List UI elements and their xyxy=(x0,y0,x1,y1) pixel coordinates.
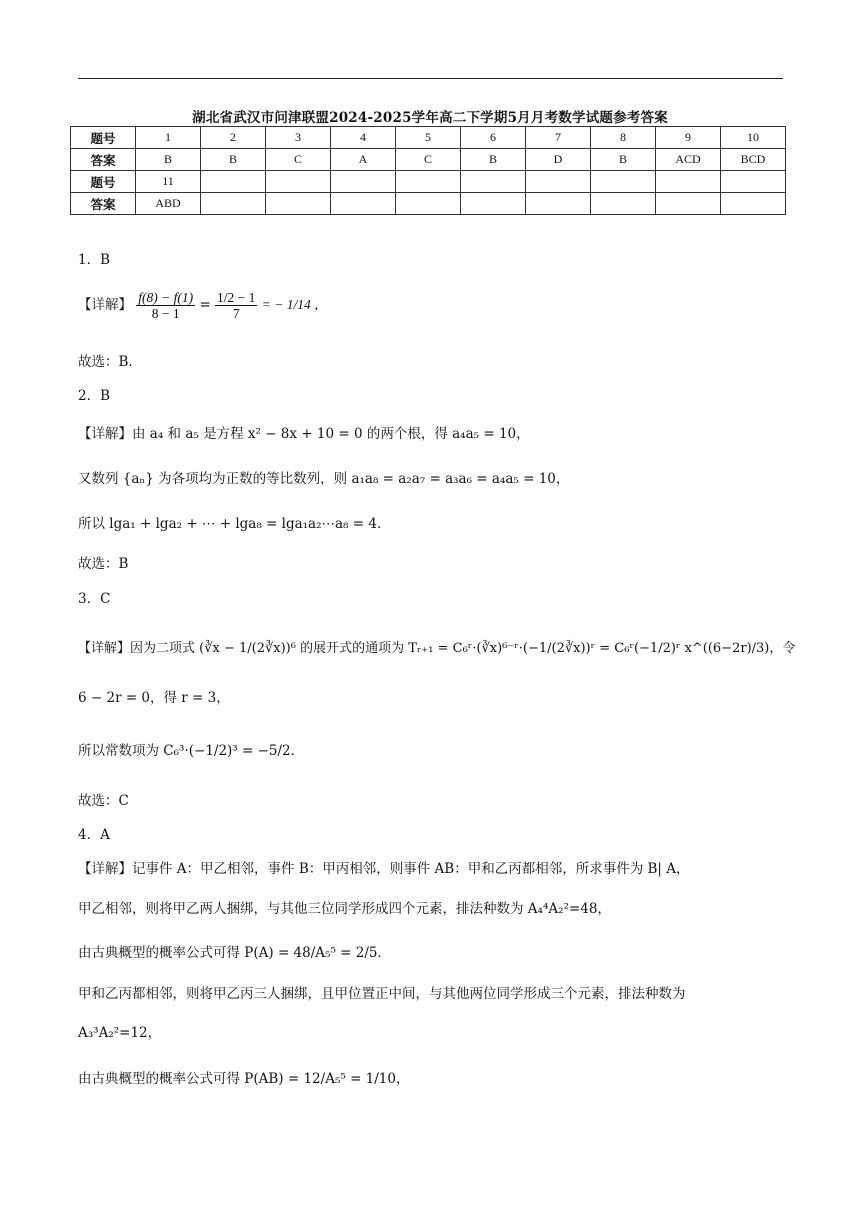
table-cell xyxy=(331,193,396,215)
q3-line-2: 6 − 2r = 0，得 r = 3， xyxy=(78,690,230,706)
q1-detail xyxy=(78,290,328,321)
table-cell xyxy=(201,171,266,193)
q4-line-6: 由古典概型的概率公式可得 P(AB) = 12/A₅⁵ = 1/10， xyxy=(78,1071,410,1087)
header-rule xyxy=(78,78,783,79)
table-cell: ABD xyxy=(136,193,201,215)
table-cell xyxy=(266,193,331,215)
row-label: 答案 xyxy=(71,193,136,215)
table-row xyxy=(71,193,786,215)
table-cell: C xyxy=(396,149,461,171)
table-cell: C xyxy=(266,149,331,171)
row-label: 答案 xyxy=(71,149,136,171)
table-cell xyxy=(201,193,266,215)
table-cell: 4 xyxy=(331,127,396,149)
q1-fraction-mid xyxy=(215,290,257,321)
table-cell xyxy=(591,171,656,193)
q4-head: 4．A xyxy=(78,827,110,843)
table-cell xyxy=(656,171,721,193)
q2-choose: 故选：B xyxy=(78,556,129,572)
table-cell: 1 xyxy=(136,127,201,149)
q1-detail-label: 【详解】 xyxy=(78,297,132,313)
q3-line-1: 【详解】因为二项式 (∛x − 1/(2∛x))⁶ 的展开式的通项为 Tᵣ₊₁ = C₆ʳ·(∛x)⁶⁻ʳ·(−1/(2∛x))ʳ = C₆ʳ(−1/2)ʳ x^((6−2r)/3)，令 xyxy=(78,641,796,656)
table-row xyxy=(71,149,786,171)
table-cell: B xyxy=(461,149,526,171)
table-cell: 11 xyxy=(136,171,201,193)
row-label: 题号 xyxy=(71,127,136,149)
page-title: 湖北省武汉市问津联盟2024-2025学年高二下学期5月月考数学试题参考答案 xyxy=(192,110,668,126)
q4-line-2: 甲乙相邻，则将甲乙两人捆绑，与其他三位同学形成四个元素，排法种数为 A₄⁴A₂²=48， xyxy=(78,901,611,917)
q4-line-3: 由古典概型的概率公式可得 P(A) = 48/A₅⁵ = 2/5． xyxy=(78,945,391,961)
q2-line-1: 【详解】由 a₄ 和 a₅ 是方程 x² − 8x + 10 = 0 的两个根，得 a₄a₅ = 10， xyxy=(78,426,530,442)
q3-line-3: 所以常数项为 C₆³·(−1/2)³ = −5/2． xyxy=(78,743,305,759)
table-cell: 7 xyxy=(526,127,591,149)
q3-head: 3．C xyxy=(78,591,111,607)
table-cell xyxy=(461,193,526,215)
table-cell xyxy=(591,193,656,215)
table-cell: 3 xyxy=(266,127,331,149)
table-cell xyxy=(461,171,526,193)
table-cell xyxy=(721,193,786,215)
table-cell xyxy=(526,193,591,215)
table-cell: B xyxy=(201,149,266,171)
table-cell: D xyxy=(526,149,591,171)
table-cell: B xyxy=(136,149,201,171)
table-cell: BCD xyxy=(721,149,786,171)
q1-result: = − 1/14 ， xyxy=(261,297,328,312)
q1-head: 1．B xyxy=(78,252,111,268)
row-label: 题号 xyxy=(71,171,136,193)
q3-choose: 故选：C xyxy=(78,793,129,809)
table-cell: 8 xyxy=(591,127,656,149)
q4-line-4: 甲和乙丙都相邻，则将甲乙丙三人捆绑，且甲位置正中间，与其他两位同学形成三个元素，排法种数为 xyxy=(78,986,686,1002)
q4-line-1: 【详解】记事件 A：甲乙相邻，事件 B：甲丙相邻，则事件 AB：甲和乙丙都相邻，所求事件为 B| A， xyxy=(78,861,690,877)
table-row xyxy=(71,171,786,193)
table-cell: 10 xyxy=(721,127,786,149)
equals-sign: = xyxy=(199,297,211,313)
q1-choose: 故选：B． xyxy=(78,354,142,370)
q1-fraction-numerator: f(8) − f(1) xyxy=(138,290,194,305)
table-cell xyxy=(396,171,461,193)
table-cell: 5 xyxy=(396,127,461,149)
table-cell xyxy=(266,171,331,193)
q2-line-3: 所以 lga₁ + lga₂ + ⋯ + lga₈ = lga₁a₂⋯a₈ = 4． xyxy=(78,516,391,532)
table-cell: 9 xyxy=(656,127,721,149)
q2-head: 2．B xyxy=(78,388,111,404)
q1-mid-denominator: 7 xyxy=(232,306,240,321)
table-cell xyxy=(331,171,396,193)
table-cell xyxy=(656,193,721,215)
answer-table xyxy=(70,126,786,215)
q1-mid-numerator: 1/2 − 1 xyxy=(217,290,256,305)
table-cell: ACD xyxy=(656,149,721,171)
q1-fraction-denominator: 8 − 1 xyxy=(151,306,180,321)
table-cell xyxy=(396,193,461,215)
q4-line-5: A₃³A₂²=12， xyxy=(78,1025,162,1041)
table-cell: 6 xyxy=(461,127,526,149)
table-row xyxy=(71,127,786,149)
table-cell xyxy=(526,171,591,193)
table-cell xyxy=(721,171,786,193)
table-cell: B xyxy=(591,149,656,171)
table-cell: A xyxy=(331,149,396,171)
q1-fraction xyxy=(136,290,195,321)
q2-line-2: 又数列 {aₙ} 为各项均为正数的等比数列，则 a₁a₈ = a₂a₇ = a₃a₆ = a₄a₅ = 10， xyxy=(78,471,570,487)
table-cell: 2 xyxy=(201,127,266,149)
